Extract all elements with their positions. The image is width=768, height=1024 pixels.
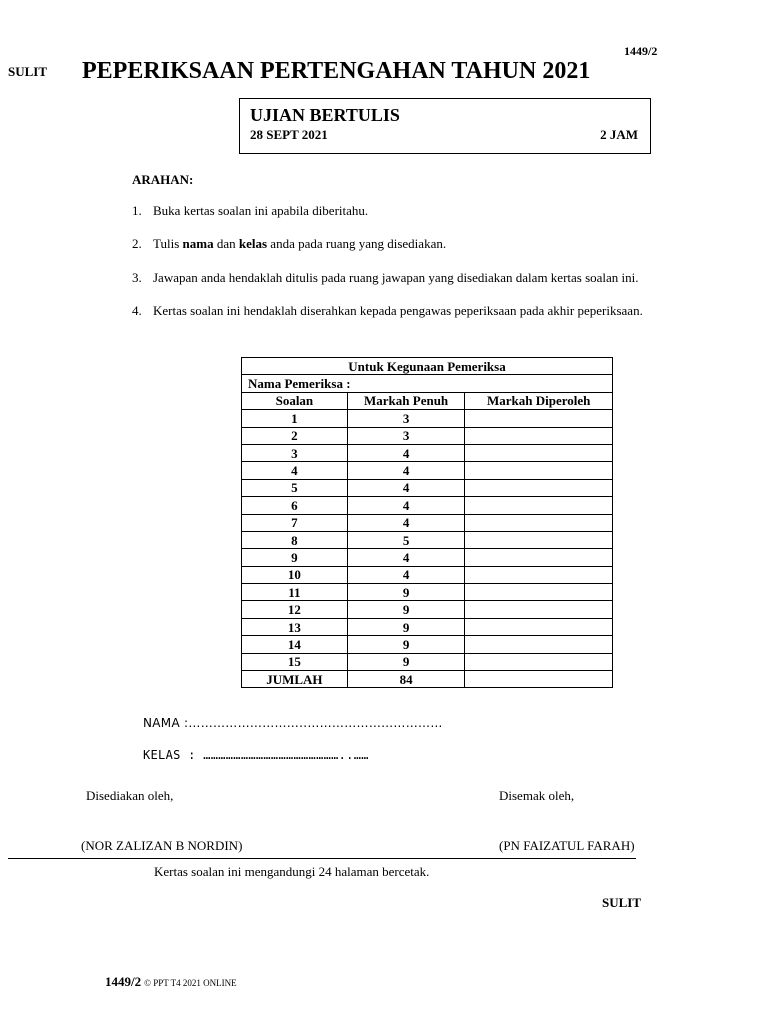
obtained-marks-cell[interactable] — [465, 566, 613, 583]
table-row — [242, 549, 613, 566]
footer-copyright: © PPT T4 2021 ONLINE — [144, 978, 237, 988]
full-marks-cell: 4 — [347, 514, 465, 531]
examiner-name-row — [242, 375, 613, 392]
obtained-marks-cell[interactable] — [465, 479, 613, 496]
instruction-text: Kertas soalan ini hendaklah diserahkan kepada pengawas peperiksaan pada akhir peperiksaan. — [153, 303, 643, 318]
instruction-bold-nama: nama — [182, 236, 214, 251]
obtained-marks-cell[interactable] — [465, 584, 613, 601]
instruction-number: 3. — [132, 270, 142, 285]
table-row — [242, 479, 613, 496]
full-marks-cell: 9 — [347, 584, 465, 601]
examiner-marks-table — [241, 357, 613, 688]
question-number-cell: 5 — [242, 479, 348, 496]
question-number-cell: 3 — [242, 444, 348, 461]
question-number-cell: 2 — [242, 427, 348, 444]
obtained-marks-cell[interactable] — [465, 497, 613, 514]
table-row — [242, 636, 613, 653]
page-count-note: Kertas soalan ini mengandungi 24 halaman bercetak. — [154, 864, 430, 879]
instruction-number: 4. — [132, 303, 142, 318]
full-marks-cell: 4 — [347, 566, 465, 583]
table-title-row — [242, 358, 613, 375]
full-marks-cell: 9 — [347, 636, 465, 653]
question-number-cell: 9 — [242, 549, 348, 566]
obtained-marks-cell[interactable] — [465, 549, 613, 566]
instruction-number: 1. — [132, 203, 142, 218]
full-marks-cell: 3 — [347, 427, 465, 444]
table-row — [242, 410, 613, 427]
paper-code: 1449/2 — [624, 44, 658, 58]
table-row — [242, 444, 613, 461]
total-value-cell: 84 — [347, 671, 465, 688]
table-row — [242, 601, 613, 618]
full-marks-cell: 5 — [347, 531, 465, 548]
table-row — [242, 653, 613, 670]
full-marks-cell: 9 — [347, 618, 465, 635]
student-name-field[interactable]: NAMA :………………………..…………………………… — [143, 716, 443, 730]
table-row — [242, 462, 613, 479]
sulit-label: SULIT — [8, 64, 48, 79]
obtained-marks-cell[interactable] — [465, 444, 613, 461]
full-marks-cell: 3 — [347, 410, 465, 427]
question-number-cell: 8 — [242, 531, 348, 548]
question-number-cell: 15 — [242, 653, 348, 670]
obtained-marks-cell[interactable] — [465, 427, 613, 444]
instruction-bold-kelas: kelas — [238, 236, 268, 251]
exam-info-box — [239, 98, 651, 154]
table-title: Untuk Kegunaan Pemeriksa — [242, 358, 613, 375]
full-marks-cell: 4 — [347, 549, 465, 566]
question-number-cell: 14 — [242, 636, 348, 653]
header-markah-penuh: Markah Penuh — [347, 392, 465, 409]
full-marks-cell: 4 — [347, 479, 465, 496]
table-row — [242, 566, 613, 583]
instruction-text: anda pada ruang yang disediakan. — [267, 236, 447, 251]
question-number-cell: 6 — [242, 497, 348, 514]
checked-by-label: Disemak oleh, — [499, 788, 575, 803]
obtained-marks-cell[interactable] — [465, 462, 613, 479]
student-class-field[interactable]: KELAS : ………………………………………………..…… — [143, 748, 369, 762]
obtained-marks-cell[interactable] — [465, 636, 613, 653]
header-soalan: Soalan — [242, 392, 348, 409]
table-row — [242, 618, 613, 635]
question-number-cell: 10 — [242, 566, 348, 583]
full-marks-cell: 9 — [347, 653, 465, 670]
instructions-heading: ARAHAN: — [132, 172, 194, 187]
total-label-cell: JUMLAH — [242, 671, 348, 688]
instruction-number: 2. — [132, 236, 142, 251]
examiner-name-label: Nama Pemeriksa : — [242, 375, 613, 392]
sulit-label-bottom: SULIT — [602, 895, 642, 910]
exam-duration: 2 JAM — [600, 127, 638, 142]
full-marks-cell: 4 — [347, 462, 465, 479]
table-row — [242, 427, 613, 444]
instruction-text: Tulis — [153, 236, 183, 251]
prepared-by-name: (NOR ZALIZAN B NORDIN) — [81, 838, 243, 853]
question-number-cell: 1 — [242, 410, 348, 427]
instruction-text: dan — [213, 236, 239, 251]
instruction-text: Jawapan anda hendaklah ditulis pada ruang jawapan yang disediakan dalam kertas soalan ini. — [153, 270, 639, 285]
question-number-cell: 11 — [242, 584, 348, 601]
question-number-cell: 12 — [242, 601, 348, 618]
exam-date: 28 SEPT 2021 — [250, 127, 328, 142]
obtained-marks-cell[interactable] — [465, 514, 613, 531]
exam-title: PEPERIKSAAN PERTENGAHAN TAHUN 2021 — [82, 58, 591, 84]
full-marks-cell: 4 — [347, 497, 465, 514]
header-markah-diperoleh: Markah Diperoleh — [465, 392, 613, 409]
footer — [105, 974, 237, 990]
obtained-marks-cell[interactable] — [465, 618, 613, 635]
question-number-cell: 13 — [242, 618, 348, 635]
obtained-marks-cell[interactable] — [465, 653, 613, 670]
obtained-marks-cell[interactable] — [465, 531, 613, 548]
exam-type: UJIAN BERTULIS — [250, 105, 400, 125]
obtained-marks-cell[interactable] — [465, 601, 613, 618]
instruction-item — [132, 303, 643, 319]
table-row — [242, 584, 613, 601]
question-number-cell: 4 — [242, 462, 348, 479]
total-obtained-cell[interactable] — [465, 671, 613, 688]
table-header-row — [242, 392, 613, 409]
table-row — [242, 514, 613, 531]
total-row — [242, 671, 613, 688]
table-row — [242, 497, 613, 514]
footer-code: 1449/2 — [105, 974, 142, 989]
full-marks-cell: 4 — [347, 444, 465, 461]
full-marks-cell: 9 — [347, 601, 465, 618]
instruction-text: Buka kertas soalan ini apabila diberitahu. — [153, 203, 369, 218]
instruction-item — [132, 236, 446, 252]
instruction-item — [132, 270, 639, 286]
prepared-by-label: Disediakan oleh, — [86, 788, 174, 803]
obtained-marks-cell[interactable] — [465, 410, 613, 427]
table-row — [242, 531, 613, 548]
instruction-item — [132, 203, 368, 219]
checked-by-name: (PN FAIZATUL FARAH) — [499, 838, 635, 853]
divider-line — [8, 858, 636, 859]
question-number-cell: 7 — [242, 514, 348, 531]
